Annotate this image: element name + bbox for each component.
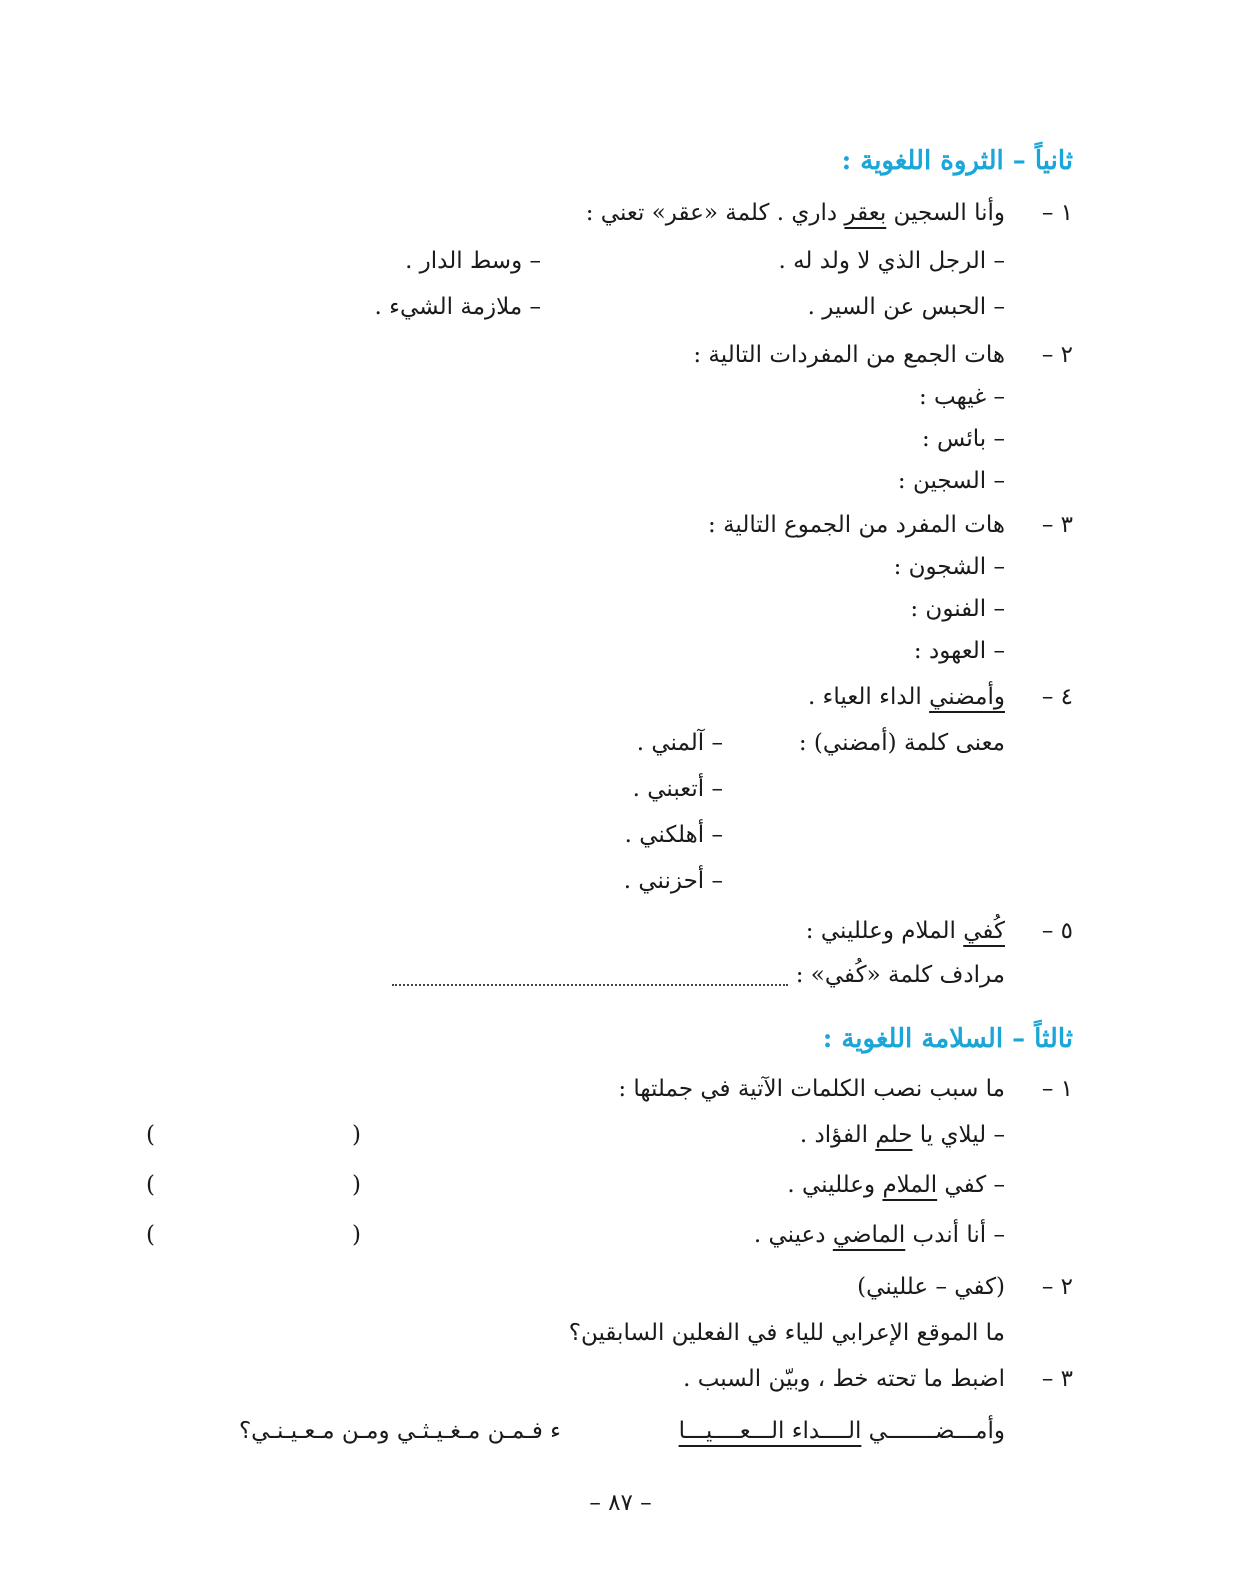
- verse-underlined-part: الــــداء الـــعــــيـــا: [678, 1418, 862, 1444]
- s3-row-3: [754, 1222, 1005, 1248]
- answer-paren-open-3: ): [352, 1222, 361, 1248]
- singular-item-1: – الشجون :: [893, 554, 1005, 580]
- s3-row-3-pre: أنا أندب: [905, 1222, 987, 1248]
- s3-row-1-post: الفؤاد .: [799, 1122, 876, 1148]
- s3-row-2-underlined: الملام: [882, 1172, 938, 1198]
- s3-row-1-underlined: حلم: [875, 1122, 913, 1148]
- option-b: – وسط الدار .: [405, 248, 541, 274]
- s3-question-1-number: ١ –: [1041, 1076, 1073, 1102]
- question-4-text: [808, 684, 1005, 710]
- meaning-option-3: – أهلكني .: [624, 822, 723, 848]
- s3-row-3-post: دعيني .: [753, 1222, 833, 1248]
- s3-question-2-text: (كفي – علليني): [857, 1274, 1005, 1300]
- s3-row-2-post: وعلليني .: [787, 1172, 883, 1198]
- question-1-pre: وأنا السجين: [886, 200, 1005, 226]
- question-2-text: هات الجمع من المفردات التالية :: [693, 342, 1005, 368]
- question-3-text: هات المفرد من الجموع التالية :: [708, 512, 1005, 538]
- question-5-underlined-word: كُفي: [963, 918, 1005, 944]
- section-heading-linguistic-wealth: ثانياً – الثروة اللغوية :: [841, 146, 1073, 176]
- synonym-answer-line[interactable]: [392, 984, 788, 986]
- question-4-number: ٤ –: [1041, 684, 1073, 710]
- s3-row-2-dash: –: [986, 1172, 1005, 1198]
- question-2-number: ٢ –: [1041, 342, 1073, 368]
- option-c: – الحبس عن السير .: [807, 294, 1005, 320]
- question-1-post: داري . كلمة «عقر» تعني :: [585, 200, 845, 226]
- answer-paren-close-1: (: [146, 1122, 155, 1148]
- question-1-text: [586, 200, 1005, 226]
- s3-question-3-text: اضبط ما تحته خط ، وبيّن السبب .: [683, 1366, 1005, 1392]
- answer-paren-close-2: (: [146, 1172, 155, 1198]
- singular-item-2: – الفنون :: [910, 596, 1005, 622]
- question-5-text: [806, 918, 1005, 944]
- s3-row-1: [800, 1122, 1005, 1148]
- answer-paren-close-3: (: [146, 1222, 155, 1248]
- question-5-number: ٥ –: [1041, 918, 1073, 944]
- question-4-underlined-word: وأمضني: [929, 684, 1005, 710]
- s3-row-2: [787, 1172, 1005, 1198]
- s3-question-3-number: ٣ –: [1041, 1366, 1073, 1392]
- s3-row-3-underlined: الماضي: [832, 1222, 906, 1248]
- meaning-option-2: – أتعبني .: [632, 776, 723, 802]
- s3-row-2-pre: كفي: [937, 1172, 987, 1198]
- question-5-post: الملام وعلليني :: [805, 918, 964, 944]
- singular-item-3: – العهود :: [913, 638, 1005, 664]
- verse-first-hemistich: [679, 1418, 1005, 1444]
- question-1-number: ١ –: [1041, 200, 1073, 226]
- plural-item-1: – غيهب :: [918, 384, 1005, 410]
- s3-row-3-dash: –: [986, 1222, 1005, 1248]
- s3-question-2-prompt: ما الموقع الإعرابي للياء في الفعلين السابقين؟: [568, 1320, 1005, 1346]
- question-3-number: ٣ –: [1041, 512, 1073, 538]
- s3-question-2-number: ٢ –: [1041, 1274, 1073, 1300]
- question-4-post: الداء العياء .: [807, 684, 930, 710]
- s3-row-1-dash: –: [986, 1122, 1005, 1148]
- meaning-option-4: – أحزنني .: [623, 868, 723, 894]
- option-d: – ملازمة الشيء .: [374, 294, 541, 320]
- answer-paren-open-2: ): [352, 1172, 361, 1198]
- question-1-underlined-word: بعقر: [844, 200, 887, 226]
- option-a: – الرجل الذي لا ولد له .: [778, 248, 1005, 274]
- verse-first-part: وأمـــضـــــــي: [861, 1418, 1005, 1444]
- plural-item-3: – السجين :: [897, 468, 1005, 494]
- synonym-label: مرادف كلمة «كُفي» :: [795, 962, 1005, 988]
- s3-question-1-text: ما سبب نصب الكلمات الآتية في جملتها :: [618, 1076, 1005, 1102]
- plural-item-2: – بائس :: [921, 426, 1005, 452]
- meaning-option-1: – آلمني .: [636, 730, 723, 756]
- verse-second-hemistich: ء فـمـن مـغـيـثـي ومـن مـعـيـنـي؟: [238, 1418, 561, 1444]
- answer-paren-open-1: ): [352, 1122, 361, 1148]
- section-heading-linguistic-correctness: ثالثاً – السلامة اللغوية :: [822, 1024, 1073, 1054]
- s3-row-1-pre: ليلاي يا: [912, 1122, 987, 1148]
- page-number: – ٨٧ –: [589, 1490, 652, 1516]
- meaning-label: معنى كلمة (أمضني) :: [798, 730, 1005, 756]
